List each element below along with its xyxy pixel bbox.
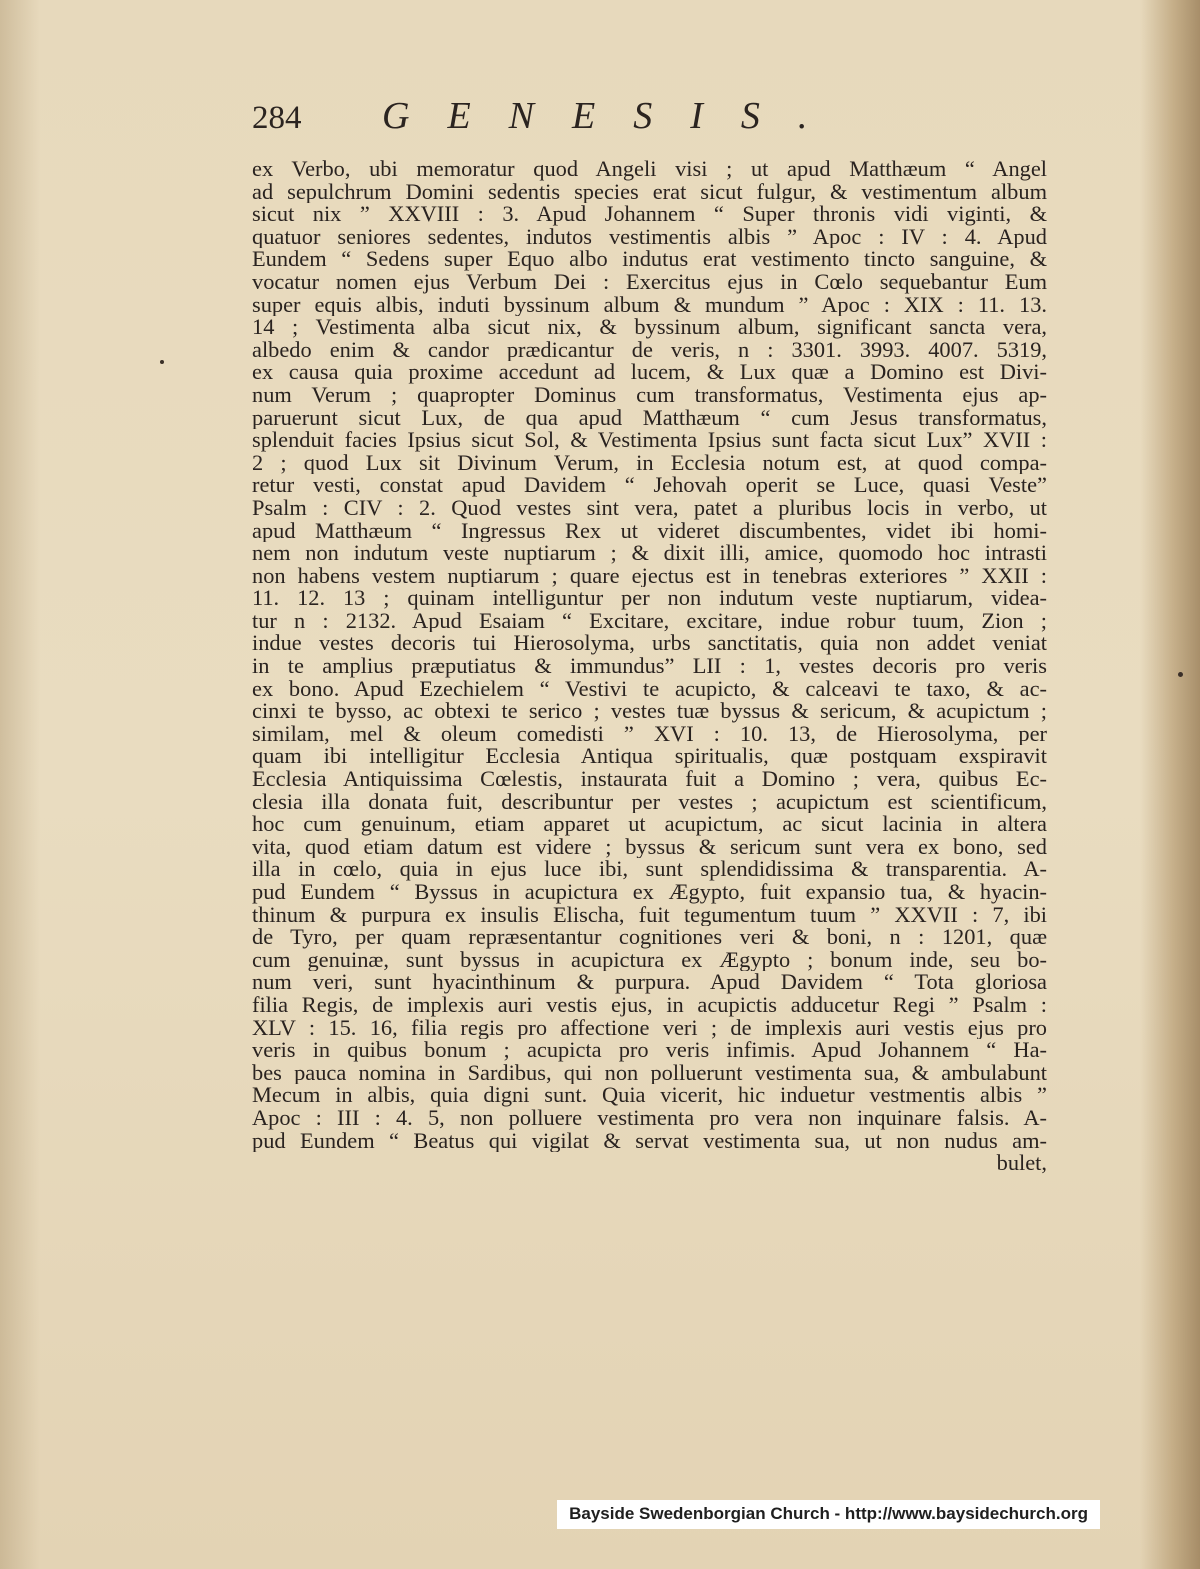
text-line: ex bono. Apud Ezechielem “ Vestivi te acupicto, & calceavi te taxo, & ac- [252,677,1047,701]
text-line: ad sepulchrum Domini sedentis species erat sicut fulgur, & vestimentum album [252,180,1047,204]
running-title: GENESIS. [382,95,846,137]
text-line: num veri, sunt hyacinthinum & purpura. Apud Davidem “ Tota gloriosa [252,971,1047,994]
text-line: 11. 12. 13 ; quinam intelliguntur per non indutum veste nuptiarum, videa- [252,587,1047,610]
text-line: bes pauca nomina in Sardibus, qui non polluerunt vestimenta sua, & ambulabunt [252,1061,1047,1085]
text-line: bulet, [996,1152,1047,1175]
text-line: indue vestes decoris tui Hierosolyma, urbs sanctitatis, quia non addet veniat [252,632,1047,656]
text-line: de Tyro, per quam repræsentantur cognitiones veri & boni, n : 1201, quæ [252,926,1047,949]
text-line: paruerunt sicut Lux, de qua apud Matthæum “ cum Jesus transformatus, [252,406,1047,430]
text-line: similam, mel & oleum comedisti ” XVI : 10. 13, de Hierosolyma, per [252,722,1047,746]
text-line: albedo enim & candor prædicantur de veris, n : 3301. 3993. 4007. 5319, [252,338,1047,362]
text-line: thinum & purpura ex insulis Elischa, fuit tegumentum tuum ” XXVII : 7, ibi [252,903,1047,927]
text-line: pud Eundem “ Byssus in acupictura ex Ægypto, fuit expansio tua, & hyacin- [252,881,1047,904]
text-line: retur vesti, constat apud Davidem “ Jehovah operit se Luce, quasi Veste” [252,474,1047,497]
text-line: vita, quod etiam datum est videre ; byssus & sericum sunt vera ex bono, sed [252,835,1047,859]
text-line: Psalm : CIV : 2. Quod vestes sint vera, patet a pluribus locis in verbo, ut [252,496,1047,520]
text-line: super equis albis, induti byssinum album & mundum ” Apoc : XIX : 11. 13. [252,293,1047,317]
text-line: Ecclesia Antiquissima Cœlestis, instaurata fuit a Domino ; vera, quibus Ec- [252,768,1047,791]
text-line: vocatur nomen ejus Verbum Dei : Exercitus ejus in Cœlo sequebantur Eum [252,270,1047,294]
gutter-shadow [0,0,40,1569]
text-line: 2 ; quod Lux sit Divinum Verum, in Ecclesia notum est, at quod compa- [252,451,1047,475]
text-line: 14 ; Vestimenta alba sicut nix, & byssinum album, significant sancta vera, [252,316,1047,339]
page-edge [1140,0,1200,1569]
text-line: pud Eundem “ Beatus qui vigilat & servat vestimenta sua, ut non nudus am- [252,1129,1047,1153]
ink-speck [1178,672,1183,677]
page-number: 284 [252,100,302,136]
text-line: veris in quibus bonum ; acupicta pro veris infimis. Apud Johannem “ Ha- [252,1039,1047,1062]
text-line: cinxi te bysso, ac obtexi te serico ; vestes tuæ byssus & sericum, & acupictum ; [252,700,1047,723]
text-line: Apoc : III : 4. 5, non polluere vestimenta pro vera non inquinare falsis. A- [252,1106,1047,1130]
text-line: quatuor seniores sedentes, indutos vestimentis albis ” Apoc : IV : 4. Apud [252,225,1047,249]
text-line: tur n : 2132. Apud Esaiam “ Excitare, excitare, indue robur tuum, Zion ; [252,609,1047,633]
text-line: hoc cum genuinum, etiam apparet ut acupictum, ac sicut lacinia in altera [252,813,1047,836]
text-line: illa in cœlo, quia in ejus luce ibi, sunt splendidissima & transparentia. A- [252,858,1047,881]
ink-speck [160,360,164,364]
source-watermark: Bayside Swedenborgian Church - http://www.baysidechurch.org [557,1500,1100,1529]
text-line: num Verum ; quapropter Dominus cum transformatus, Vestimenta ejus ap- [252,383,1047,407]
body-text [252,158,1047,1175]
text-line: in te amplius præputiatus & immundus” LII : 1, vestes decoris pro veris [252,655,1047,678]
page-header [252,92,1092,152]
text-line: filia Regis, de implexis auri vestis ejus, in acupictis adducetur Regi ” Psalm : [252,993,1047,1017]
text-line: ex causa quia proxime accedunt ad lucem, & Lux quæ a Domino est Divi- [252,361,1047,384]
text-line: Eundem “ Sedens super Equo albo indutus erat vestimento tincto sanguine, & [252,248,1047,271]
text-line: nem non indutum veste nuptiarum ; & dixit illi, amice, quomodo hoc intrasti [252,542,1047,565]
text-line: clesia illa donata fuit, describuntur per vestes ; acupictum est scientificum, [252,790,1047,814]
text-line: quam ibi intelligitur Ecclesia Antiqua spiritualis, quæ postquam exspiravit [252,745,1047,769]
text-line: splenduit facies Ipsius sicut Sol, & Vestimenta Ipsius sunt facta sicut Lux” XVII : [252,429,1047,452]
text-line: ex Verbo, ubi memoratur quod Angeli visi ; ut apud Matthæum “ Angel [252,158,1047,181]
text-line: Mecum in albis, quia digni sunt. Quia vicerit, hic induetur vestmentis albis ” [252,1084,1047,1107]
text-line: cum genuinæ, sunt byssus in acupictura ex Ægypto ; bonum inde, seu bo- [252,948,1047,972]
text-line: XLV : 15. 16, filia regis pro affectione veri ; de implexis auri vestis ejus pro [252,1016,1047,1040]
text-line: apud Matthæum “ Ingressus Rex ut videret discumbentes, videt ibi homi- [252,519,1047,543]
text-line: sicut nix ” XXVIII : 3. Apud Johannem “ Super thronis vidi viginti, & [252,203,1047,226]
text-line: non habens vestem nuptiarum ; quare ejectus est in tenebras exteriores ” XXII : [252,564,1047,588]
